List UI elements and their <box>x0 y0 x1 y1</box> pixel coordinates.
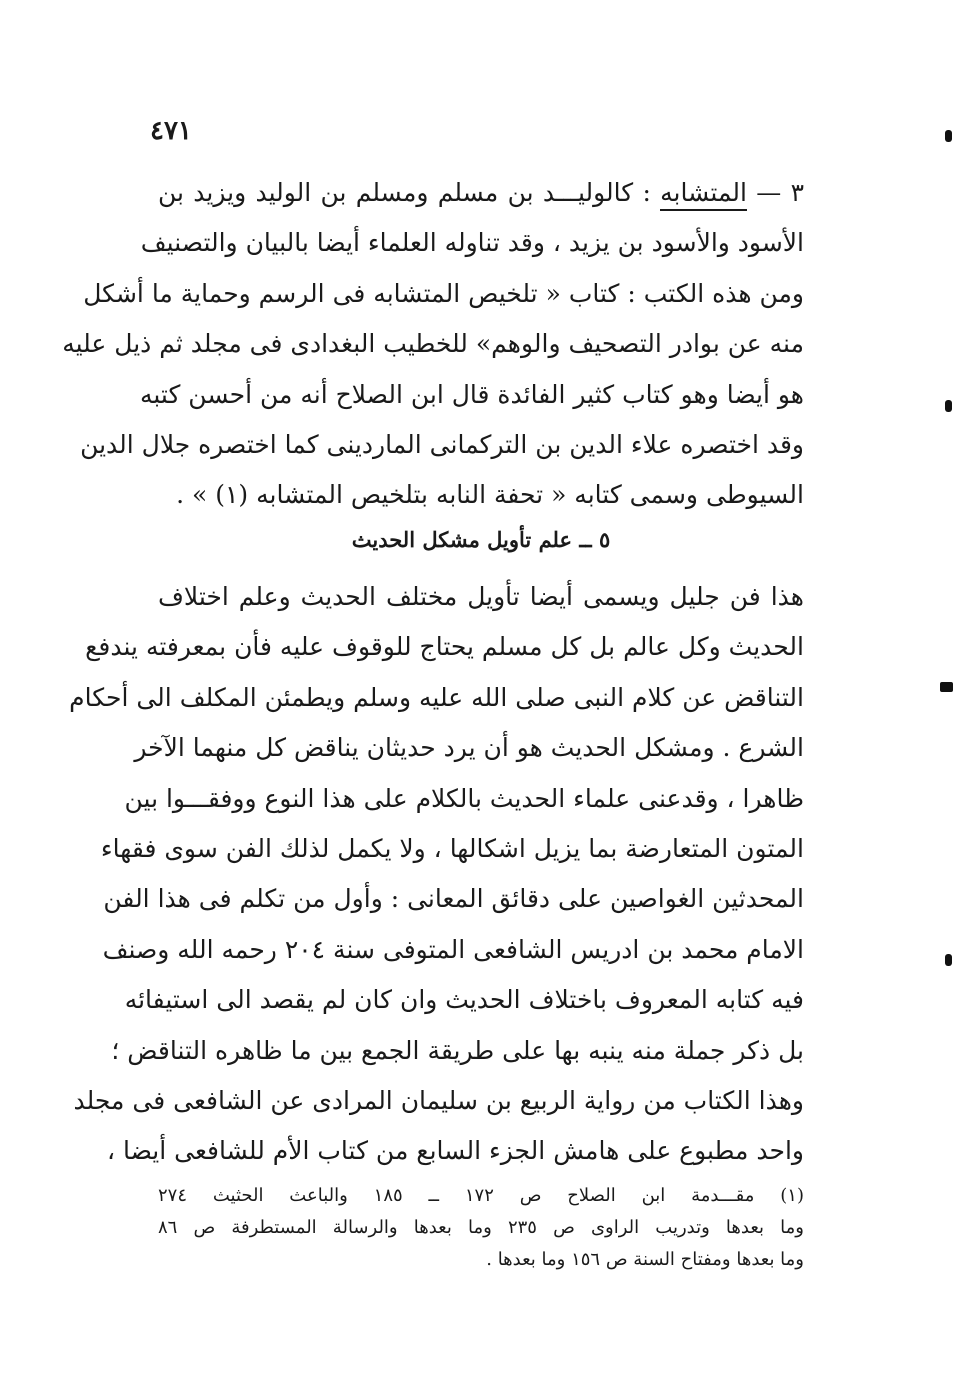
text-line: واحد مطبوع على هامش الجزء السابع من كتاب الأم للشافعى أيضا ، <box>106 1136 804 1166</box>
text-line: المتون المتعارضة بما يزيل اشكالها ، ولا يكمل لذلك الفن سوى فقهاء <box>100 833 804 863</box>
footnote-line: وما بعدها وتدريب الراوى ص ٢٣٥ وما بعدها والرسالة المستطرفة ص ٨٦ <box>158 1217 804 1238</box>
text-line: هذا فن جليل ويسمى أيضا تأويل مختلف الحديث وعلم اختلاف <box>158 582 804 611</box>
text-line: السيوطى وسمى كتابه « تحفة النابه بتلخيص المتشابه (١) » . <box>176 480 804 510</box>
text-line: الحديث وكل عالم بل كل مسلم يحتاج للوقوف عليه فأن بمعرفته يندفع <box>85 632 804 662</box>
text-line: وهذا الكتاب من رواية الربيع بن سليمان المرادى عن الشافعى فى مجلد <box>73 1085 804 1115</box>
section-number: ٣ — <box>756 178 804 207</box>
text-line <box>158 168 804 218</box>
section-3-paragraph <box>62 168 804 521</box>
text-line: الأسود والأسود بن يزيد ، وقد تناوله العلماء أيضا بالبيان والتصنيف <box>140 228 804 258</box>
scan-edge-mark <box>945 954 952 966</box>
text-line: وقد اختصره علاء الدين بن التركمانى الماردينى كما اختصره جلال الدين <box>80 429 804 459</box>
footnotes <box>158 1180 804 1276</box>
section-5-heading: ٥ ــ علم تأويل مشكل الحديث <box>351 527 611 552</box>
section-title-word: المتشابه <box>660 178 747 211</box>
section-5-paragraph <box>69 572 804 1177</box>
text-line-content: : كالوليـــد بن مسلم ومسلم بن الوليد ويزيد بن <box>158 178 651 207</box>
footnote-line: وما بعدها ومفتاح السنة ص ١٥٦ وما بعدها . <box>486 1249 804 1270</box>
text-line: ظاهرا ، وقدعنى علماء الحديث بالكلام على هذا النوع ووفقـــوا بين <box>124 783 804 813</box>
text-line: بل ذكر جملة منه ينبه بها على طريقة الجمع بين ما ظاهره التناقض ؛ <box>111 1035 804 1065</box>
text-line: الشرع . ومشكل الحديث هو أن يرد حديثان يناقض كل منهما الآخر <box>134 733 804 763</box>
text-line: منه عن بوادر التصحيف والوهم» للخطيب البغدادى فى مجلد ثم ذيل عليه <box>62 329 804 359</box>
page-number: ٤٧١ <box>150 116 192 146</box>
scan-edge-mark <box>945 400 952 412</box>
text-line: ومن هذه الكتب : كتاب « تلخيص المتشابه فى الرسم وحماية ما أشكل <box>83 278 804 308</box>
scan-edge-mark <box>945 130 952 142</box>
text-line: فيه كتابه المعروف باختلاف الحديث وان كان لم يقصد الى استيفائه <box>124 985 804 1015</box>
text-line: هو أيضا وهو كتاب كثير الفائدة قال ابن الصلاح أنه من أحسن كتبه <box>139 379 804 409</box>
scan-edge-mark <box>940 682 953 692</box>
text-line: التناقض عن كلام النبى صلى الله عليه وسلم ويطمئن المكلف الى أحكام <box>69 682 804 712</box>
text-line: المحدثين الغواصين على دقائق المعانى : وأول من تكلم فى هذا الفن <box>103 884 804 914</box>
footnote-line: (١) مقـــدمة ابن الصلاح ص ١٧٢ ــ ١٨٥ والباعث الحثيث ٢٧٤ <box>158 1185 804 1206</box>
text-line: الامام محمد بن ادريس الشافعى المتوفى سنة ٢٠٤ رحمه الله وصنف <box>102 934 804 964</box>
